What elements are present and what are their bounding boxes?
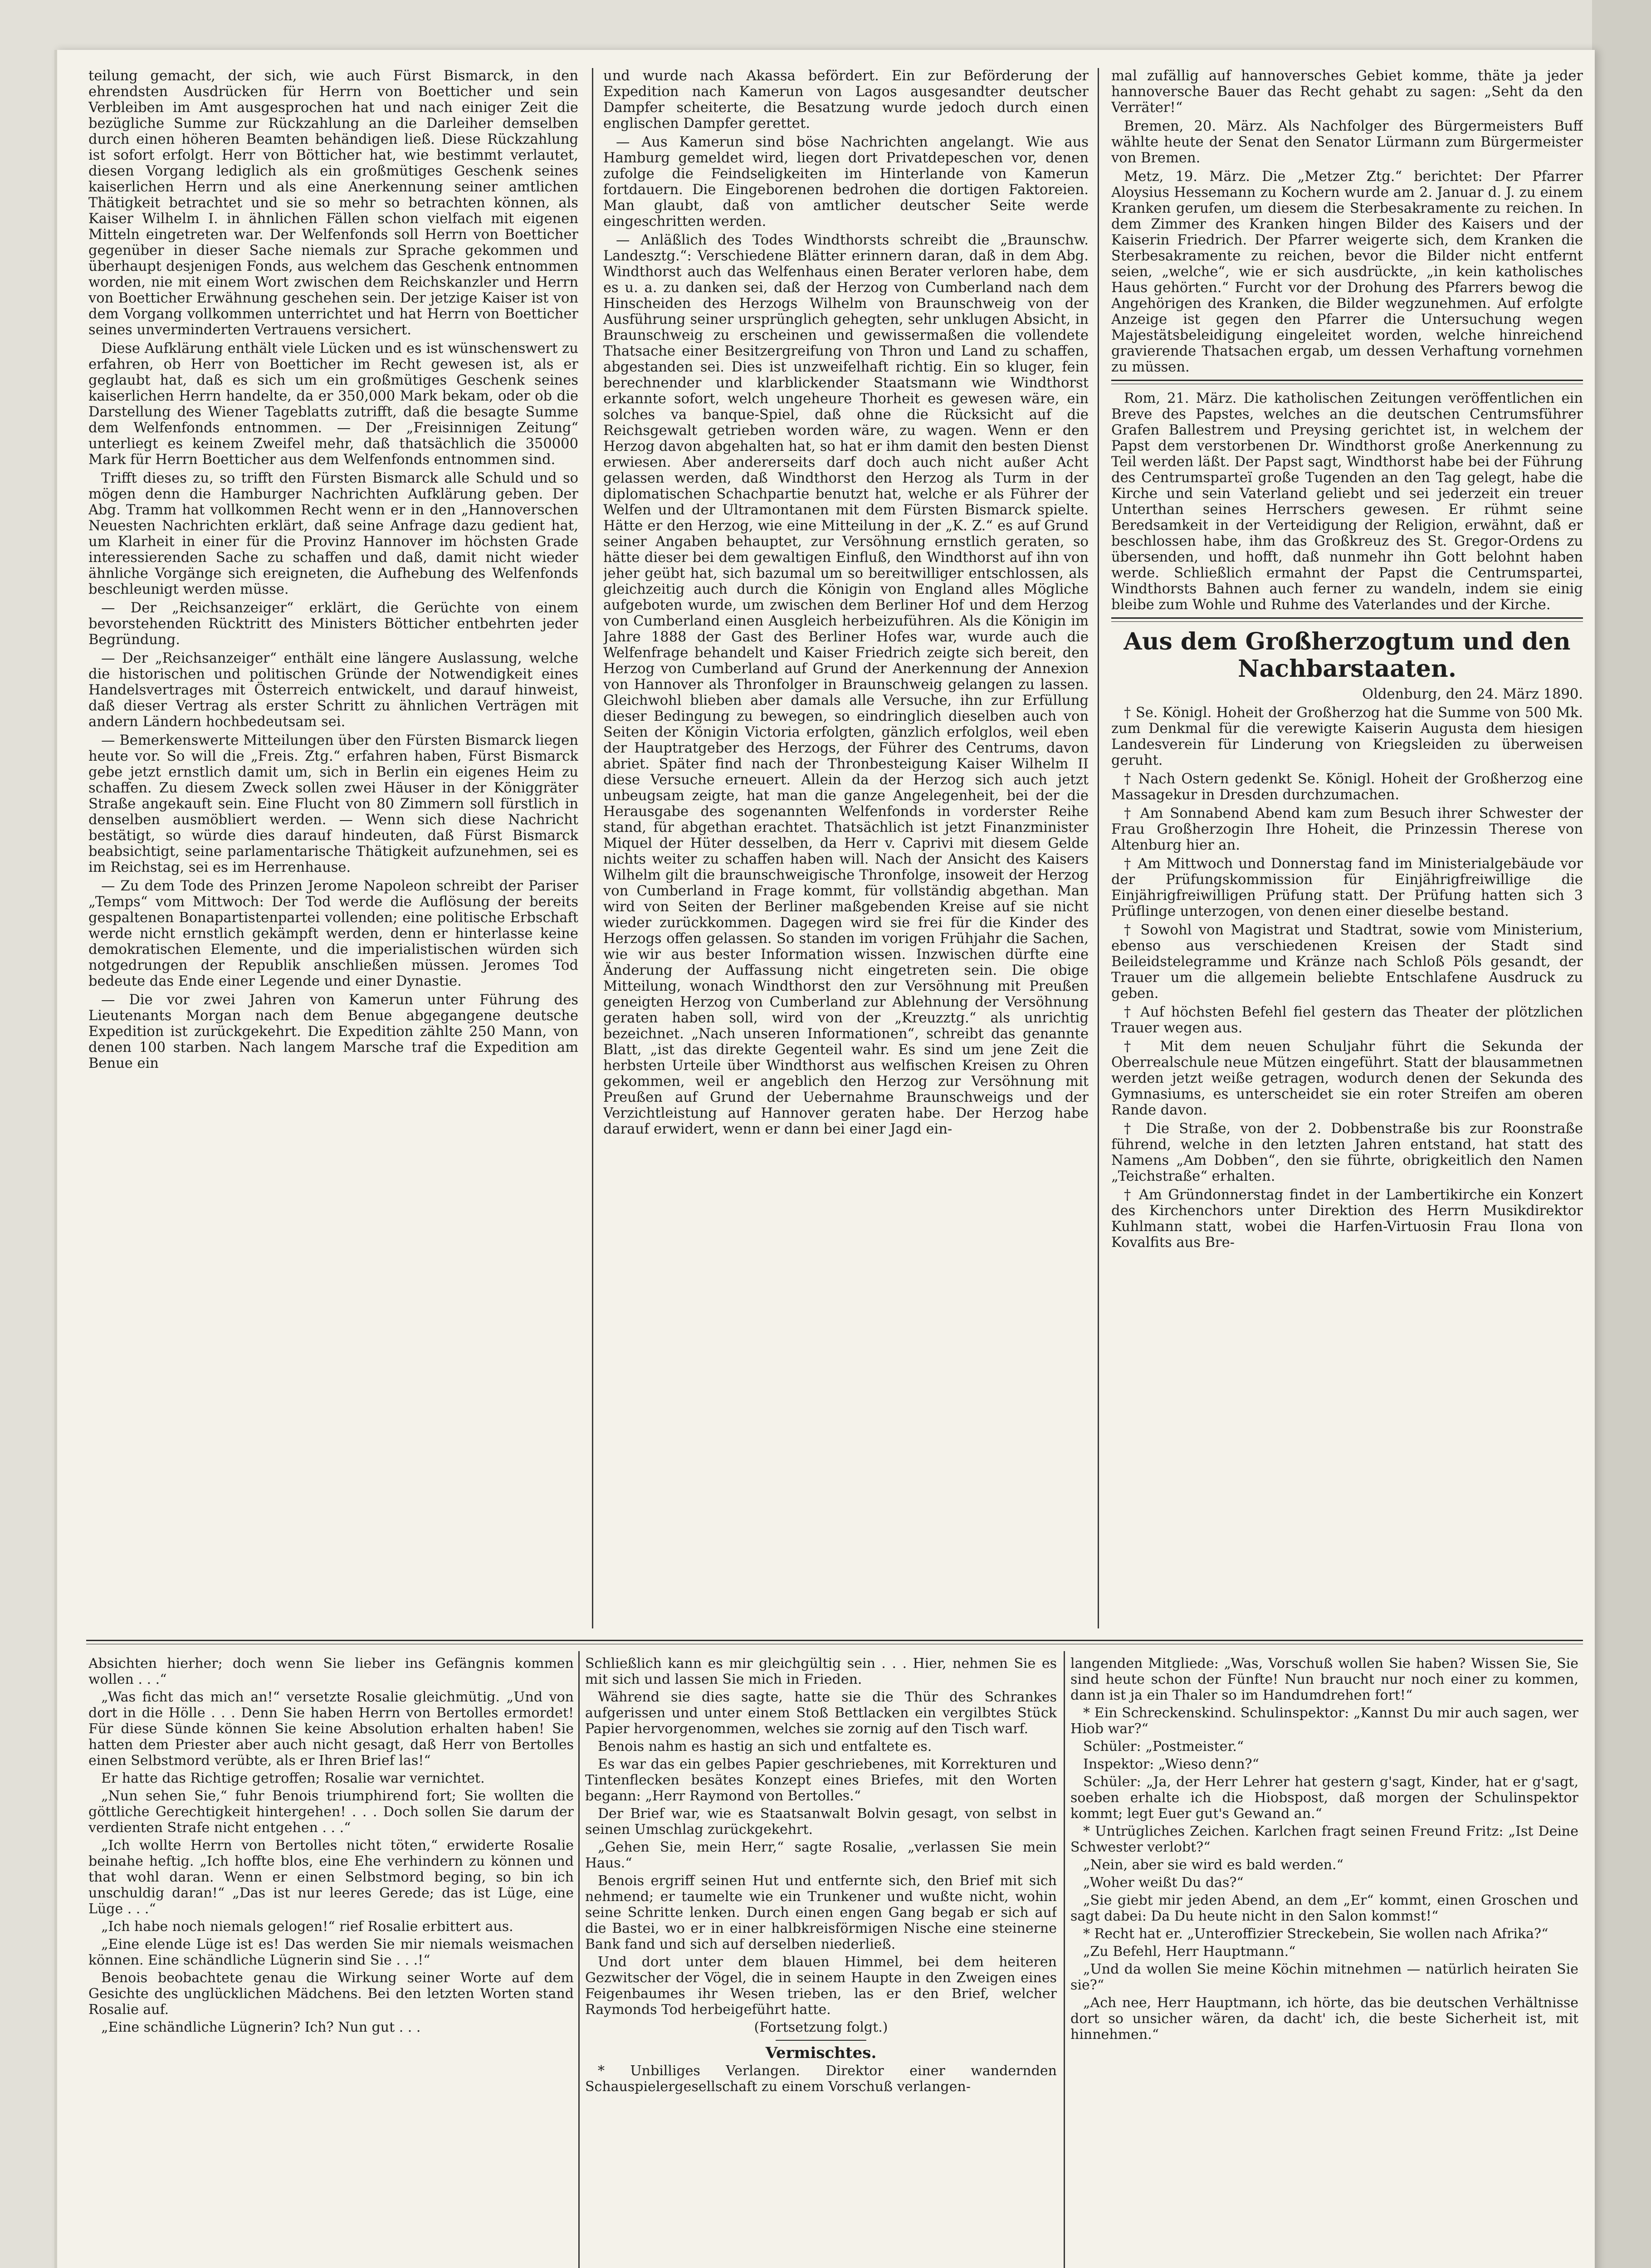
news-item-kamerun-expedition: — Die vor zwei Jahren von Kamerun unter Führung des Lieutenants Morgan nach dem Benue abgegangene deutsche Expedition ist zurückgekehrt. Die Expedition zählte 250 Mann, von denen 100 starben. Nach langem Marsche traf die Expedition am Benue ein [88, 992, 578, 1071]
news-item-reichsanzeiger: — Der „Reichsanzeiger“ erklärt, die Gerüchte von einem bevorstehenden Rücktritt des Ministers Bötticher entbehrten jeder Begründung. [88, 600, 578, 648]
feuilleton-rule [86, 1640, 1583, 1641]
dateline: Oldenburg, den 24. März 1890. [1362, 686, 1583, 702]
anecdote-paragraph: „Zu Befehl, Herr Hauptmann.“ [1083, 1944, 1296, 1960]
anecdote-paragraph: Schüler: „Postmeister.“ [1083, 1739, 1244, 1755]
anecdote-paragraph: * Ein Schreckenskind. Schulinspektor: „Kannst Du mir auch sagen, wer Hiob war?“ [1070, 1705, 1578, 1737]
column-divider [578, 1651, 580, 2268]
story-paragraph: „Nun sehen Sie,“ fuhr Benois triumphirend fort; Sie wollten die göttliche Gerechtigkeit hintergehen! . . . Doch sollen Sie darum der verdienten Strafe nicht entgehen . . .“ [88, 1788, 574, 1836]
news-item-rom: Rom, 21. März. Die katholischen Zeitungen veröffentlichen ein Breve des Papstes, welches an die deutschen Centrumsführer Grafen Ballestrem und Preysing gerichtet ist, in welchem der Papst dem verstorbenen Dr. Windthorst große Anerkennung zu Teil werden läßt. Der Papst sagt, Windthorst habe bei der Führung des Centrumsparteï große Tugenden an den Tag gelegt, habe die Kirche und sein Vaterland geliebt und sei jederzeit ein treuer Unterthan seines Herrschers gewesen. Er rühmt seine Beredsamkeit in der Verteidigung der Religion, erwähnt, daß er beschlossen habe, ihm das Großkreuz des St. Gregor-Ordens zu übersenden, und hofft, daß nunmehr ihn Gott belohnt haben werde. Schließlich ermahnt der Papst die Centrumspartei, Windthorsts Bahnen auch ferner zu wandeln, indem sie einig bleibe zum Wohle und Ruhme des Vaterlandes und der Kirche. [1111, 391, 1583, 613]
news-item-bremen: Bremen, 20. März. Als Nachfolger des Bürgermeisters Buff wählte heute der Senat den Senator Lürmann zum Bürgermeister von Bremen. [1111, 118, 1583, 166]
local-news-item: † Se. Königl. Hoheit der Großherzog hat die Summe von 500 Mk. zum Denkmal für die verewigte Kaiserin Augusta dem hiesigen Landesverein für Linderung von Kriegsleiden zu überweisen geruht. [1111, 705, 1583, 768]
anecdote-paragraph: „Nein, aber sie wird es bald werden.“ [1083, 1857, 1343, 1873]
story-paragraph: Benois ergriff seinen Hut und entfernte sich, den Brief mit sich nehmend; er taumelte wie ein Trunkener und wußte nicht, wohin seine Schritte lenken. Durch einen engen Gang begab er sich auf die Bastei, wo er in einer halbkreisförmigen Nische eine steinerne Bank fand und sich auf derselben niederließ. [585, 1873, 1057, 1952]
column-divider [592, 68, 593, 1628]
story-paragraph: „Ich habe noch niemals gelogen!“ rief Rosalie erbittert aus. [101, 1919, 513, 1935]
article-paragraph: teilung gemacht, der sich, wie auch Fürst Bismarck, in den ehrendsten Ausdrücken für Herrn von Boetticher und sein Verbleiben im Amt ausgesprochen hat und nach einiger Zeit die bezügliche Summe zur Rückzahlung an die Darleiher demselben durch einen höheren Beamten behändigen ließ. Diese Rückzahlung ist sofort erfolgt. Herr von Bötticher hat, wie bestimmt verlautet, diesen Vorgang lediglich als ein großmütiges Geschenk seines kaiserlichen Herrn und als eine Anerkennung seiner amtlichen Thätigkeit betrachtet und sie so mehr so betrachten können, als Kaiser Wilhelm I. in ähnlichen Fällen schon vielfach mit eigenen Mitteln eingetreten war. Der Welfenfonds soll Herrn von Boetticher gegenüber in dieser Sache niemals zur Sprache gekommen und überhaupt desjenigen Fonds, aus welchem das Geschenk entnommen worden, nie mit einem Wort zwischen dem Reichskanzler und Herrn von Boetticher Erwähnung geschehen sein. Der jetzige Kaiser ist von dem Vorgang vollkommen unterrichtet und hat Herrn von Boetticher seines unverminderten Vertrauens versichert. [88, 68, 578, 338]
separator-rule [1111, 617, 1583, 622]
article-paragraph: mal zufällig auf hannoversches Gebiet komme, thäte ja jeder hannoversche Bauer das Recht gehabt zu sagen: „Seht da den Verräter!“ [1111, 68, 1583, 116]
local-news-item: † Mit dem neuen Schuljahr führt die Sekunda der Oberrealschule neue Mützen eingeführt. Statt der blausammetnen werden jetzt weiße getragen, wodurch denen der Sekunda des Gymnasiums, es unterscheidet sie ein roter Streifen am oberen Rande davon. [1111, 1039, 1583, 1118]
column-right [1111, 68, 1583, 1628]
column-left [88, 68, 578, 1628]
anecdote-paragraph: Inspektor: „Wieso denn?“ [1083, 1756, 1259, 1772]
story-paragraph: Und dort unter dem blauen Himmel, bei dem heiteren Gezwitscher der Vögel, die in seinem Haupte in den Zweigen eines Feigenbaumes ihr Wesen trieben, las er den Brief, welcher Raymonds Tod herbeigeführt hatte. [585, 1954, 1057, 2018]
continuation-note: (Fortsetzung folgt.) [754, 2019, 888, 2035]
feuilleton-column-left [88, 1656, 574, 2268]
story-paragraph: Benois beobachtete genau die Wirkung seiner Worte auf dem Gesichte des unglücklichen Mädchens. Bei den letzten Worten stand Rosalie auf. [88, 1970, 574, 2018]
local-news-item: † Am Mittwoch und Donnerstag fand im Ministerialgebäude vor der Prüfungskommission für Einjährigfreiwillige die Einjährigfreiwilligen Prüfung statt. Der Prüfung hatten sich 3 Prüflinge unterzogen, von denen einer dieselbe bestand. [1111, 856, 1583, 919]
story-paragraph: „Was ficht das mich an!“ versetzte Rosalie gleichmütig. „Und von dort in die Hölle . . . Denn Sie haben Herrn von Bertolles ermordet! Für diese Sünde können Sie keine Absolution erhalten haben! Sie hatten dem Priester aber auch nicht gesagt, daß Herr von Bertolles einen Selbstmord verübte, als er Ihren Brief las!“ [88, 1689, 574, 1769]
local-news-item: † Am Gründonnerstag findet in der Lambertikirche ein Konzert des Kirchenchors unter Direktion des Herrn Musikdirektor Kuhlmann statt, wobei die Harfen-Virtuosin Frau Ilona von Kovalfits aus Bre- [1111, 1187, 1583, 1251]
story-paragraph: Absichten hierher; doch wenn Sie lieber ins Gefängnis kommen wollen . . .“ [88, 1656, 574, 1687]
article-paragraph: und wurde nach Akassa befördert. Ein zur Beförderung der Expedition nach Kamerun von Lagos ausgesandter deutscher Dampfer scheiterte, die Besatzung wurde jedoch durch einen englischen Dampfer gerettet. [603, 68, 1089, 132]
anecdote-paragraph: * Recht hat er. „Unteroffizier Streckebein, Sie wollen nach Afrika?“ [1083, 1926, 1548, 1942]
story-paragraph: „Ich wollte Herrn von Bertolles nicht töten,“ erwiderte Rosalie beinahe heftig. „Ich hoffte blos, eine Ehe verhindern zu können und that wohl daran. Wenn er einen Selbstmord beging, so bin ich unschuldig daran!“ „Das ist nur leeres Gerede; das ist Lüge, eine Lüge . . .“ [88, 1838, 574, 1917]
news-item-windthorst: — Anläßlich des Todes Windthorsts schreibt die „Braunschw. Landesztg.“: Verschiedene Blätter erinnern daran, daß in dem Abg. Windthorst auch das Welfenhaus einen Berater verloren habe, dem es u. a. zu danken sei, daß der Herzog von Cumberland nach dem Hinscheiden des Herzogs Wilhelm von Braunschweig von der Ausführung seiner ursprünglich gehegten, sehr unklugen Absicht, in Braunschweig zu erscheinen und gewissermaßen die vollendete Thatsache einer Besitzergreifung von Thron und Land zu schaffen, abgestanden sei. Dies ist unzweifelhaft richtig. Ein so kluger, fein berechnender und klarblickender Staatsmann wie Windthorst erkannte sofort, welch ungeheure Thorheit es gewesen wäre, ein solches va banque-Spiel, daß ohne die Rücksicht auf die Reichsgewalt getrieben worden wäre, zu wagen. Wenn er den Herzog davon abgehalten hat, so hat er ihm damit den besten Dienst erwiesen. Aber andererseits darf doch auch nicht außer Acht gelassen werden, daß Windthorst den Herzog als Turm in der diplomatischen Schachpartie benutzt hat, welche er als Führer der Welfen und der Ultramontanen mit dem Fürsten Bismarck spielte. Hätte er den Herzog, wie eine Mitteilung in der „K. Z.“ es auf Grund seiner Angaben behauptet, zur Versöhnung ernstlich geraten, so hätte dieser bei dem gewaltigen Einfluß, den Windthorst auf ihn von jeher geübt hat, sich bazumal um so bereitwilliger entschlossen, als gleichzeitig auch durch die Königin von England alles Mögliche aufgeboten wurde, um zwischen dem Berliner Hof und dem Herzog von Cumberland einen Ausgleich herbeizuführen. Als die Königin im Jahre 1888 der Gast des Berliner Hofes war, wurde auch die Welfenfrage behandelt und Kaiser Friedrich zeigte sich bereit, den Herzog von Cumberland auf Grund der Anerkennung der Annexion von Hannover als Thronfolger in Braunschweig gelangen zu lassen. Gleichwohl blieben aber damals alle Versuche, ihn zur Erfüllung dieser Bedingung zu bewegen, so eindringlich dieselben auch von Seiten der Königin Victoria erfolgten, gänzlich erfolglos, weil eben der Hauptratgeber des Herzogs, der Führer des Centrums, davon abriet. Später find nach der Thronbesteigung Kaiser Wilhelm II diese Versuche erneuert. Allein da der Herzog sich auch jetzt unbeugsam zeigte, hat man die ganze Angelegenheit, bei der die Herausgabe des sogenannten Welfenfonds in vorderster Reihe stand, für abgethan erachtet. Thatsächlich ist jetzt Finanzminister Miquel der Hüter desselben, da Herr v. Caprivi mit diesem Gelde nichts weiter zu schaffen haben will. Nach der Ansicht des Kaisers Wilhelm gilt die braunschweigische Thronfolge, insoweit der Herzog von Cumberland in Frage kommt, für vollständig abgethan. Man wird von Seiten der Berliner maßgebenden Kreise auf sie nicht wieder zurückkommen. Dagegen wird sie frei für die Kinder des Herzogs offen gelassen. So standen im vorigen Frühjahr die Sachen, wie wir aus bester Information wissen. Inzwischen dürfte eine Änderung der Auffassung nicht eingetreten sein. Die obige Mitteilung, wonach Windthorst den zur Versöhnung mit Preußen geneigten Herzog von Cumberland zur Ablehnung der Versöhnung geraten haben soll, wird von der „Kreuzztg.“ als unrichtig bezeichnet. „Nach unseren Informationen“, schreibt das genannte Blatt, „ist das direkte Gegenteil wahr. Es sind um jene Zeit die herbsten Urteile über Windthorst aus welfischen Kreisen zu Ohren gekommen, weil er angeblich den Herzog zur Versöhnung mit Preußen auf Grund der Uebernahme Braunschweigs und der Verzichtleistung auf Hannover geraten habe. Der Herzog habe darauf erwidert, wenn er dann bei einer Jagd ein- [603, 232, 1089, 1137]
anecdote-paragraph: „Und da wollen Sie meine Köchin mitnehmen — natürlich heiraten Sie sie?“ [1070, 1961, 1578, 1993]
feuilleton-column-right [1070, 1656, 1578, 2268]
news-item-handelsvertrag: — Der „Reichsanzeiger“ enthält eine längere Auslassung, welche die historischen und politischen Gründe der Notwendigkeit eines Handelsvertrages mit Österreich entwickelt, und darauf hinweist, daß dieser Vertrag als erster Schritt zu ähnlichen Verträgen mit andern Ländern hochbedeutsam sei. [88, 650, 578, 730]
anecdote-paragraph: Schüler: „Ja, der Herr Lehrer hat gestern g'sagt, Kinder, hat er g'sagt, soeben erhalte ich die Hiobspost, daß morgen der Schulinspektor kommt; legt Euer gut's Gewand an.“ [1070, 1774, 1578, 1822]
local-news-item: † Sowohl von Magistrat und Stadtrat, sowie vom Ministerium, ebenso aus verschiedenen Kreisen der Stadt sind Beileidstelegramme und Kränze nach Schloß Pöls gesandt, der Trauer um die allgemein beliebte Entschlafene Ausdruck zu geben. [1111, 922, 1583, 1002]
story-paragraph: Es war das ein gelbes Papier geschriebenes, mit Korrekturen und Tintenflecken besätes Konzept eines Briefes, mit den Worten begann: „Herr Raymond von Bertolles.“ [585, 1756, 1057, 1804]
column-divider [1064, 1651, 1065, 2268]
story-paragraph: Der Brief war, wie es Staatsanwalt Bolvin gesagt, von selbst in seinen Umschlag zurückgekehrt. [585, 1806, 1057, 1838]
short-rule [776, 2040, 866, 2041]
story-paragraph: „Gehen Sie, mein Herr,“ sagte Rosalie, „verlassen Sie mein Haus.“ [585, 1839, 1057, 1871]
local-news-item: † Am Sonnabend Abend kam zum Besuch ihrer Schwester der Frau Großherzogin Ihre Hoheit, die Prinzessin Therese von Altenburg hier an. [1111, 806, 1583, 853]
story-paragraph: „Eine schändliche Lügnerin? Ich? Nun gut . . . [101, 2019, 421, 2035]
section-heading: Aus dem Großherzogtum und den Nachbarstaaten. [1123, 628, 1571, 683]
anecdote-paragraph: * Untrügliches Zeichen. Karlchen fragt seinen Freund Fritz: „Ist Deine Schwester verlobt?“ [1070, 1823, 1578, 1855]
anecdote-paragraph: langenden Mitgliede: „Was, Vorschuß wollen Sie haben? Wissen Sie, Sie sind heute schon der Fünfte! Nun braucht nur noch einer zu kommen, dann ist ja ein Thaler so im Handumdrehen fort!“ [1070, 1656, 1578, 1703]
story-paragraph: Während sie dies sagte, hatte sie die Thür des Schrankes aufgerissen und unter einem Stoß Bettlacken ein vergilbtes Stück Papier hervorgenommen, welches sie zornig auf den Tisch warf. [585, 1689, 1057, 1737]
article-paragraph: Trifft dieses zu, so trifft den Fürsten Bismarck alle Schuld und so mögen denn die Hamburger Nachrichten Aufklärung geben. Der Abg. Tramm hat vollkommen Recht wenn er in den „Hannoverschen Neuesten Nachrichten erklärt, daß seine Anfrage dazu gedient hat, um Klarheit in einer für die Provinz Hannover im höchsten Grade interessierenden Sache zu schaffen und daß, damit nicht wieder ähnliche Vorgänge sich ereigneten, die Aufhebung des Welfenfonds beschleunigt werden müsse. [88, 470, 578, 597]
news-item-metz: Metz, 19. März. Die „Metzer Ztg.“ berichtet: Der Pfarrer Aloysius Hessemann zu Kochern wurde am 2. Januar d. J. zu einem Kranken gerufen, um diesem die Sterbesakramente zu reichen. In dem Zimmer des Kranken hingen Bilder des Kaisers und der Kaiserin Friedrich. Der Pfarrer weigerte sich, dem Kranken die Sterbesakramente zu reichen, bevor die Bilder nicht entfernt seien, „welche“, wie er sich ausdrückte, „in kein katholisches Haus gehörten.“ Furcht vor der Drohung des Pfarrers bewog die Angehörigen des Kranken, die Bilder wegzunehmen. Auf erfolgte Anzeige ist gegen den Pfarrer die Untersuchung wegen Majestätsbeleidigung eingeleitet worden, welche hinreichend gravierende Thatsachen ergab, um dessen Verhaftung vornehmen zu müssen. [1111, 169, 1583, 375]
column-divider [1098, 68, 1099, 1628]
page-gutter [1592, 0, 1651, 2268]
anecdote-paragraph: „Woher weißt Du das?“ [1083, 1875, 1244, 1891]
feuilleton-column-middle [585, 1656, 1057, 2268]
column-middle [603, 68, 1089, 1628]
local-news-item: † Die Straße, von der 2. Dobbenstraße bis zur Roonstraße führend, welche in den letzten Jahren entstand, hat statt des Namens „Am Dobben“, den sie führte, obrigkeitlich den Namen „Teichstraße“ erhalten. [1111, 1121, 1583, 1184]
separator-rule [1111, 380, 1583, 384]
story-paragraph: Schließlich kann es mir gleichgültig sein . . . Hier, nehmen Sie es mit sich und lassen Sie mich in Frieden. [585, 1656, 1057, 1687]
story-paragraph: Benois nahm es hastig an sich und entfaltete es. [598, 1739, 932, 1755]
news-item-kamerun: — Aus Kamerun sind böse Nachrichten angelangt. Wie aus Hamburg gemeldet wird, liegen dort Privatdepeschen vor, denen zufolge die Feindseligkeiten im Hinterlande von Kamerun fortdauern. Die Eingeborenen bedrohen die dortigen Faktoreien. Man glaubt, daß von amtlicher deutscher Seite werde eingeschritten werden. [603, 134, 1089, 230]
article-paragraph: Diese Aufklärung enthält viele Lücken und es ist wünschenswert zu erfahren, ob Herr von Boetticher im Recht gewesen ist, als er geglaubt hat, daß es sich um ein großmütiges Geschenk seines kaiserlichen Herrn handelte, da er 350,000 Mark bekam, oder ob die Darstellung des Wiener Tageblatts zutrifft, daß die besagte Summe dem Welfenfonds entnommen. — Der „Freisinnigen Zeitung“ unterliegt es keinem Zweifel mehr, daß thatsächlich die 350000 Mark für Herrn Boetticher aus dem Welfenfonds entnommen sind. [88, 341, 578, 468]
story-paragraph: Er hatte das Richtige getroffen; Rosalie war vernichtet. [101, 1770, 485, 1786]
local-news-item: † Nach Ostern gedenkt Se. Königl. Hoheit der Großherzog eine Massagekur in Dresden durchzumachen. [1111, 771, 1583, 803]
anecdote-paragraph: „Ach nee, Herr Hauptmann, ich hörte, das bie deutschen Verhältnisse dort so unsicher wären, da dacht' ich, die beste Sicherheit ist, mit hinnehmen.“ [1070, 1995, 1578, 2043]
vermischtes-heading: Vermischtes. [765, 2044, 877, 2062]
news-item-bismarck: — Bemerkenswerte Mitteilungen über den Fürsten Bismarck liegen heute vor. So will die „Freis. Ztg.“ erfahren haben, Fürst Bismarck gebe jetzt ernstlich damit um, sich in Berlin ein eigenes Heim zu schaffen. Zu diesem Zweck sollen zwei Häuser in der Königgräter Straße angekauft sein. Eine Flucht von 80 Zimmern soll fürstlich in denselben ausmöbliert werden. — Wenn sich diese Nachricht bestätigt, so würde dies darauf hindeuten, daß Fürst Bismarck beabsichtigt, seine parlamentarische Thätigkeit aufzunehmen, sei es im Reichstag, sei es im Herrenhause. [88, 733, 578, 875]
news-item-jerome-napoleon: — Zu dem Tode des Prinzen Jerome Napoleon schreibt der Pariser „Temps“ vom Mittwoch: Der Tod werde die Auflösung der bereits gespaltenen Bonapartistenpartei vollenden; eine politische Erbschaft werde nicht ernstlich gekämpft werden, denn er hinterlasse keine demokratischen Elemente, und die imperialistischen würden sich notgedrungen der Republik anschließen müssen. Jeromes Tod bedeute das Ende einer Legende und einer Dynastie. [88, 878, 578, 989]
story-paragraph: „Eine elende Lüge ist es! Das werden Sie mir niemals weismachen können. Eine schändliche Lügnerin sind Sie . . .!“ [88, 1936, 574, 1968]
anecdote-paragraph: * Unbilliges Verlangen. Direktor einer wandernden Schauspielergesellschaft zu einem Vorschuß verlangen- [585, 2063, 1057, 2095]
anecdote-paragraph: „Sie giebt mir jeden Abend, an dem „Er“ kommt, einen Groschen und sagt dabei: Da Du heute nicht in den Salon kommst!“ [1070, 1892, 1578, 1924]
local-news-item: † Auf höchsten Befehl fiel gestern das Theater der plötzlichen Trauer wegen aus. [1111, 1004, 1583, 1036]
